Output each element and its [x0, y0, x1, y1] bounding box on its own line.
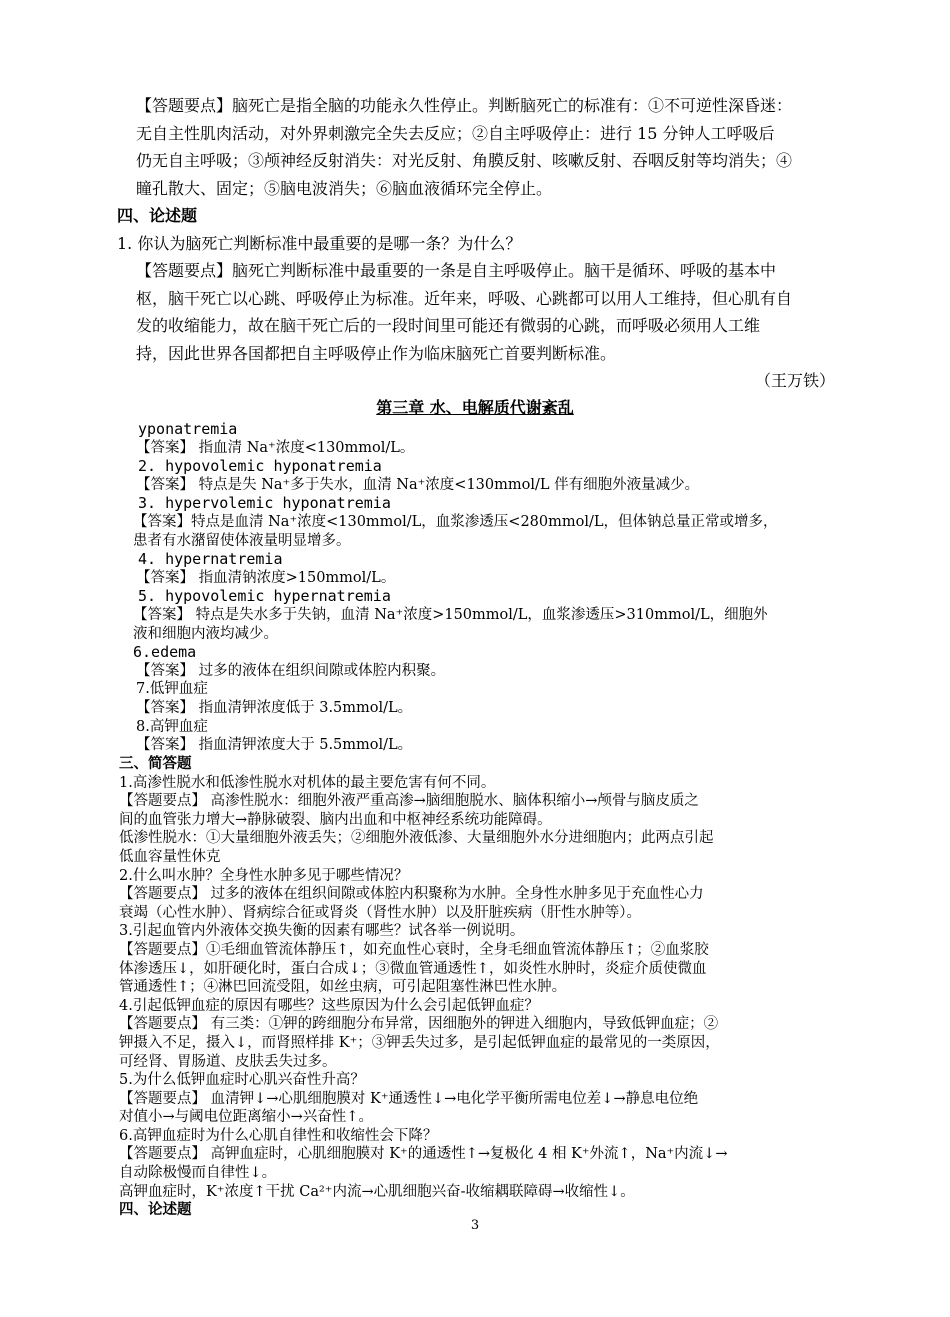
essay-line: 【答题要点】脑死亡判断标准中最重要的一条是自主呼吸停止。脑干是循环、呼吸的基本中 [136, 261, 777, 280]
term-answer-cont: 液和细胞内液均减少。 [133, 625, 278, 642]
term: 3. hypervolemic hyponatremia [138, 494, 391, 513]
term-answer: 【答案】 指血清 Na⁺浓度<130mmol/L。 [136, 439, 415, 456]
author: （王万铁） [754, 371, 835, 390]
qa-line: 【答题要点】 有三类：①钾的跨细胞分布异常，因细胞外的钾进入细胞内，导致低钾血症；② [119, 1016, 719, 1033]
term: 7.低钾血症 [136, 681, 208, 698]
qa-line: 2.什么叫水肿？全身性水肿多见于哪些情况？ [119, 867, 409, 884]
answer-line: 无自主性肌肉活动，对外界刺激完全失去反应；②自主呼吸停止：进行 15 分钟人工呼吸后 [136, 123, 775, 143]
short-answer-section [0, 755, 950, 1220]
qa-line: 高钾血症时，K⁺浓度↑干扰 Ca²⁺内流→心肌细胞兴奋-收缩耦联障碍→收缩性↓。 [119, 1183, 635, 1200]
answer-line: 【答题要点】脑死亡是指全脑的功能永久性停止。判断脑死亡的标准有：①不可逆性深昏迷： [136, 96, 793, 115]
qa-line: 低渗性脱水：①大量细胞外液丢失；②细胞外液低渗、大量细胞外水分进细胞内；此两点引起 [119, 830, 714, 847]
qa-line: 间的血管张力增大→静脉破裂、脑内出血和中枢神经系统功能障碍。 [119, 811, 552, 828]
term-answer: 【答案】 指血清钾浓度大于 5.5mmol/L。 [136, 737, 413, 754]
page-number: 3 [470, 1218, 480, 1233]
term: 5. hypovolemic hypernatremia [138, 587, 391, 606]
qa-line: 管通透性↑；④淋巴回流受阻，如丝虫病，可引起阻塞性淋巴性水肿。 [119, 979, 567, 996]
question: 1. 你认为脑死亡判断标准中最重要的是哪一条？为什么？ [117, 233, 522, 253]
term-answer: 【答案】 特点是失 Na⁺多于失水，血清 Na⁺浓度<130mmol/L 伴有细胞外液量减少。 [136, 476, 700, 493]
qa-line: 1.高渗性脱水和低渗性脱水对机体的最主要危害有何不同。 [119, 774, 496, 791]
term: yponatremia [138, 420, 238, 438]
term-answer-cont: 患者有水潴留使体液量明显增多。 [133, 532, 351, 549]
answer-line: 瞳孔散大、固定；⑤脑电波消失；⑥脑血液循环完全停止。 [136, 178, 553, 198]
qa-line: 自动除极慢而自律性↓。 [119, 1165, 277, 1182]
qa-line: 【答题要点】 高渗性脱水：细胞外液严重高渗→脑细胞脱水、脑体积缩小→颅骨与脑皮质之 [119, 793, 699, 810]
qa-line: 【答题要点】 高钾血症时，心肌细胞膜对 K⁺的通透性↑→复极化 4 相 K⁺外流↑，Na⁺内流↓→ [119, 1146, 728, 1163]
section-heading: 四、论述题 [117, 206, 198, 225]
essay-line: 枢，脑干死亡以心跳、呼吸停止为标准。近年来，呼吸、心跳都可以用人工维持，但心肌有自 [136, 288, 793, 308]
qa-line: 3.引起血管内外液体交换失衡的因素有哪些？试各举一例说明。 [119, 923, 525, 940]
terms-section [0, 420, 950, 755]
term-answer: 【答案】 过多的液体在组织间隙或体腔内积聚。 [136, 662, 446, 679]
qa-line: 衰竭（心性水肿）、肾病综合征或肾炎（肾性水肿）以及肝脏疾病（肝性水肿等）。 [119, 904, 641, 921]
term-answer: 【答案】特点是血清 Na⁺浓度<130mmol/L，血浆渗透压<280mmol/L，但体钠总量正常或增多， [133, 513, 778, 530]
qa-line: 钾摄入不足，摄入↓，而肾照样排 K⁺；③钾丢失过多，是引起低钾血症的最常见的一类原因， [119, 1034, 720, 1051]
qa-line: 体渗透压↓，如肝硬化时，蛋白合成↓；③微血管通透性↑，如炎性水肿时，炎症介质使微血 [119, 960, 707, 977]
qa-line: 【答题要点】 血清钾↓→心肌细胞膜对 K⁺通透性↓→电化学平衡所需电位差↓→静息电位绝 [119, 1090, 699, 1107]
chapter-title: 第三章 水、电解质代谢紊乱 [376, 398, 574, 417]
qa-line: 【答题要点】①毛细血管流体静压↑，如充血性心衰时，全身毛细血管流体静压↑；②血浆胶 [119, 941, 709, 958]
qa-line: 4.引起低钾血症的原因有哪些？这些原因为什么会引起低钾血症？ [119, 997, 539, 1014]
term-answer: 【答案】 指血清钾浓度低于 3.5mmol/L。 [136, 699, 413, 716]
qa-line: 可经肾、胃肠道、皮肤丢失过多。 [119, 1053, 337, 1070]
term: 6.edema [133, 643, 197, 662]
term: 8.高钾血症 [136, 718, 208, 735]
answer-line: 仍无自主呼吸；③颅神经反射消失：对光反射、角膜反射、咳嗽反射、吞咽反射等均消失；④ [136, 151, 793, 170]
qa-line: 5.为什么低钾血症时心肌兴奋性升高？ [119, 1072, 365, 1089]
qa-line: 6.高钾血症时为什么心肌自律性和收缩性会下降？ [119, 1127, 438, 1144]
term: 4. hypernatremia [138, 550, 283, 569]
term-answer: 【答案】 指血清钠浓度>150mmol/L。 [136, 569, 396, 586]
section-heading: 三、简答题 [119, 755, 192, 772]
qa-line: 【答题要点】 过多的液体在组织间隙或体腔内积聚称为水肿。全身性水肿多见于充血性心力 [119, 886, 704, 903]
essay-line: 发的收缩能力，故在脑干死亡后的一段时间里可能还有微弱的心跳，而呼吸必须用人工维 [136, 316, 761, 335]
qa-line: 对值小→与阈电位距离缩小→兴奋性↑。 [119, 1109, 373, 1126]
brain-death-answer [0, 92, 950, 395]
essay-line: 持，因此世界各国都把自主呼吸停止作为临床脑死亡首要判断标准。 [136, 343, 617, 363]
term: 2. hypovolemic hyponatremia [138, 457, 382, 476]
qa-line: 低血容量性休克 [119, 848, 221, 865]
term-answer: 【答案】 特点是失水多于失钠，血清 Na⁺浓度>150mmol/L，血浆渗透压>310mmol/L，细胞外 [133, 606, 768, 623]
section-heading: 四、论述题 [119, 1201, 192, 1219]
